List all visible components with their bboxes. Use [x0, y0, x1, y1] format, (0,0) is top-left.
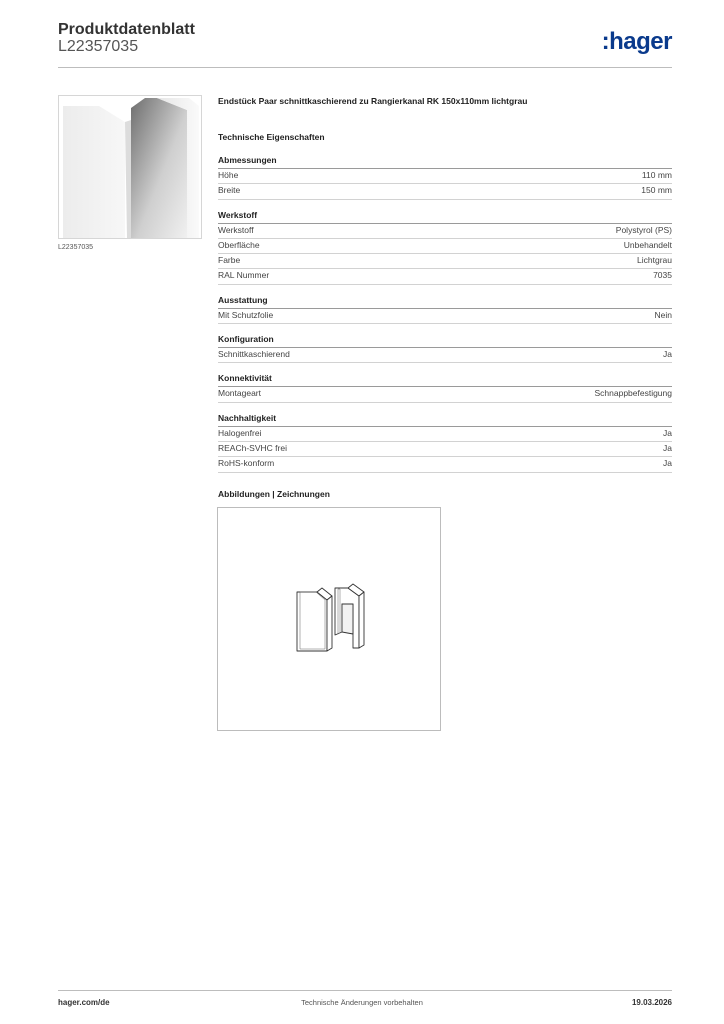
property-label: Oberfläche: [218, 239, 260, 250]
property-value: Polystyrol (PS): [615, 224, 672, 235]
section-werkstoff: [218, 210, 672, 285]
property-row: [218, 184, 672, 199]
end-piece-drawing: [218, 508, 440, 730]
property-row: [218, 309, 672, 324]
technical-properties-heading: Technische Eigenschaften: [218, 132, 325, 142]
property-value: Ja: [663, 458, 672, 469]
section-abmessungen: [218, 155, 672, 200]
property-value: Nein: [654, 309, 672, 320]
section-konnektivitaet: [218, 373, 672, 402]
property-label: Farbe: [218, 255, 241, 266]
property-row: [218, 224, 672, 239]
property-row: [218, 254, 672, 269]
product-details: [218, 96, 672, 483]
product-title: Endstück Paar schnittkaschierend zu Rangierkanal RK 150x110mm lichtgrau: [218, 96, 528, 106]
section-heading: Nachhaltigkeit: [218, 413, 672, 427]
property-row: [218, 239, 672, 254]
hager-logo: :hager: [601, 28, 672, 55]
section-heading: Ausstattung: [218, 295, 672, 309]
property-value: 150 mm: [641, 185, 672, 196]
property-label: Mit Schutzfolie: [218, 309, 274, 320]
section-konfiguration: [218, 334, 672, 363]
property-label: Breite: [218, 185, 241, 196]
product-photo-illustration: [59, 96, 201, 238]
technical-drawing: [217, 507, 441, 731]
product-photo: [58, 95, 202, 239]
property-label: Schnittkaschierend: [218, 349, 290, 360]
property-row: [218, 442, 672, 457]
property-label: Halogenfrei: [218, 427, 262, 438]
property-value: 7035: [653, 270, 672, 281]
section-heading: Konnektivität: [218, 373, 672, 387]
section-heading: Werkstoff: [218, 210, 672, 224]
footer-notice: Technische Änderungen vorbehalten: [301, 998, 423, 1007]
property-value: Lichtgrau: [637, 255, 672, 266]
section-heading: Abmessungen: [218, 155, 672, 169]
footer-website-link[interactable]: hager.com/de: [58, 998, 110, 1007]
property-value: Ja: [663, 427, 672, 438]
property-row: [218, 427, 672, 442]
footer-divider: [58, 990, 672, 991]
section-heading: Konfiguration: [218, 334, 672, 348]
section-nachhaltigkeit: [218, 413, 672, 473]
property-row: [218, 169, 672, 184]
property-label: Höhe: [218, 170, 239, 180]
section-ausstattung: [218, 295, 672, 324]
footer-date: 19.03.2026: [631, 998, 672, 1007]
header-divider: [58, 67, 672, 68]
property-row: [218, 348, 672, 363]
photo-caption: L22357035: [58, 244, 94, 251]
property-row: [218, 269, 672, 284]
property-label: REACh-SVHC frei: [218, 442, 287, 453]
property-value: Ja: [663, 442, 672, 453]
page-title: Produktdatenblatt: [58, 21, 195, 38]
property-label: Montageart: [218, 388, 261, 399]
article-number: L22357035: [58, 38, 139, 55]
property-label: RoHS-konform: [218, 458, 275, 469]
property-value: 110 mm: [641, 170, 672, 180]
property-label: RAL Nummer: [218, 270, 270, 281]
property-value: Ja: [663, 349, 672, 360]
property-label: Werkstoff: [218, 224, 254, 235]
property-value: Schnappbefestigung: [594, 388, 672, 399]
property-value: Unbehandelt: [623, 239, 672, 250]
property-row: [218, 387, 672, 402]
images-heading: Abbildungen | Zeichnungen: [218, 489, 330, 499]
property-row: [218, 457, 672, 472]
